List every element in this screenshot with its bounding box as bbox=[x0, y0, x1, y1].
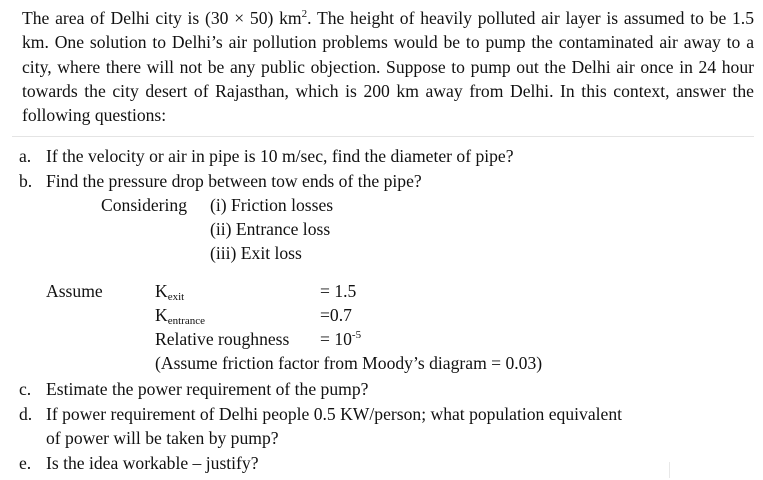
k-entrance-value: =0.7 bbox=[320, 305, 352, 325]
superscript-2: 2 bbox=[301, 8, 308, 21]
roughness-label: Relative roughness bbox=[155, 329, 290, 349]
question-b-text: Find the pressure drop between tow ends of the pipe? bbox=[46, 171, 422, 191]
question-e-marker: e. bbox=[19, 453, 32, 473]
intro-text-part1: The area of Delhi city is (30 × 50) km bbox=[22, 8, 302, 28]
considering-label: Considering bbox=[101, 195, 188, 215]
question-b-marker: b. bbox=[19, 171, 33, 191]
friction-factor-note: (Assume friction factor from Moody’s diagram = 0.03) bbox=[155, 353, 543, 373]
k-exit-label bbox=[155, 280, 184, 305]
intro-text-part2: . The height of heavily polluted air layer is assumed to be 1.5 km. One solution to Delhi’s air pollution problems would be to pump the contaminated air away to a city, where there will not be any public objection. Suppose to pump out the Delhi air once in 24 hour towards the city desert of Rajasthan, which is 200 km away from Delhi. In this context, answer the following questions: bbox=[22, 8, 754, 126]
considering-item-entrance: (ii) Entrance loss bbox=[210, 219, 331, 239]
question-a-marker: a. bbox=[19, 146, 32, 166]
k-entrance-sub: entrance bbox=[167, 315, 205, 327]
considering-item-exit: (iii) Exit loss bbox=[210, 243, 302, 263]
roughness-value bbox=[320, 328, 361, 350]
k-entrance-main: K bbox=[155, 305, 168, 325]
scan-artifact-line bbox=[669, 462, 670, 478]
divider bbox=[12, 136, 754, 137]
question-a-text: If the velocity or air in pipe is 10 m/sec, find the diameter of pipe? bbox=[46, 146, 514, 166]
roughness-value-exp: -5 bbox=[351, 329, 362, 342]
question-d-marker: d. bbox=[19, 404, 33, 424]
question-d-text-line2: of power will be taken by pump? bbox=[46, 428, 279, 448]
k-exit-main: K bbox=[155, 281, 168, 301]
k-entrance-label bbox=[155, 304, 205, 329]
intro-paragraph bbox=[22, 6, 754, 127]
k-exit-value: = 1.5 bbox=[320, 281, 357, 301]
question-d-text-line1: If power requirement of Delhi people 0.5 KW/person; what population equivalent bbox=[46, 404, 623, 424]
question-e-text: Is the idea workable – justify? bbox=[46, 453, 259, 473]
question-c-text: Estimate the power requirement of the pump? bbox=[46, 379, 369, 399]
considering-item-friction: (i) Friction losses bbox=[210, 195, 334, 215]
k-exit-sub: exit bbox=[167, 291, 185, 303]
assume-label: Assume bbox=[46, 281, 103, 301]
question-c-marker: c. bbox=[19, 379, 32, 399]
roughness-value-base: = 10 bbox=[320, 329, 352, 349]
